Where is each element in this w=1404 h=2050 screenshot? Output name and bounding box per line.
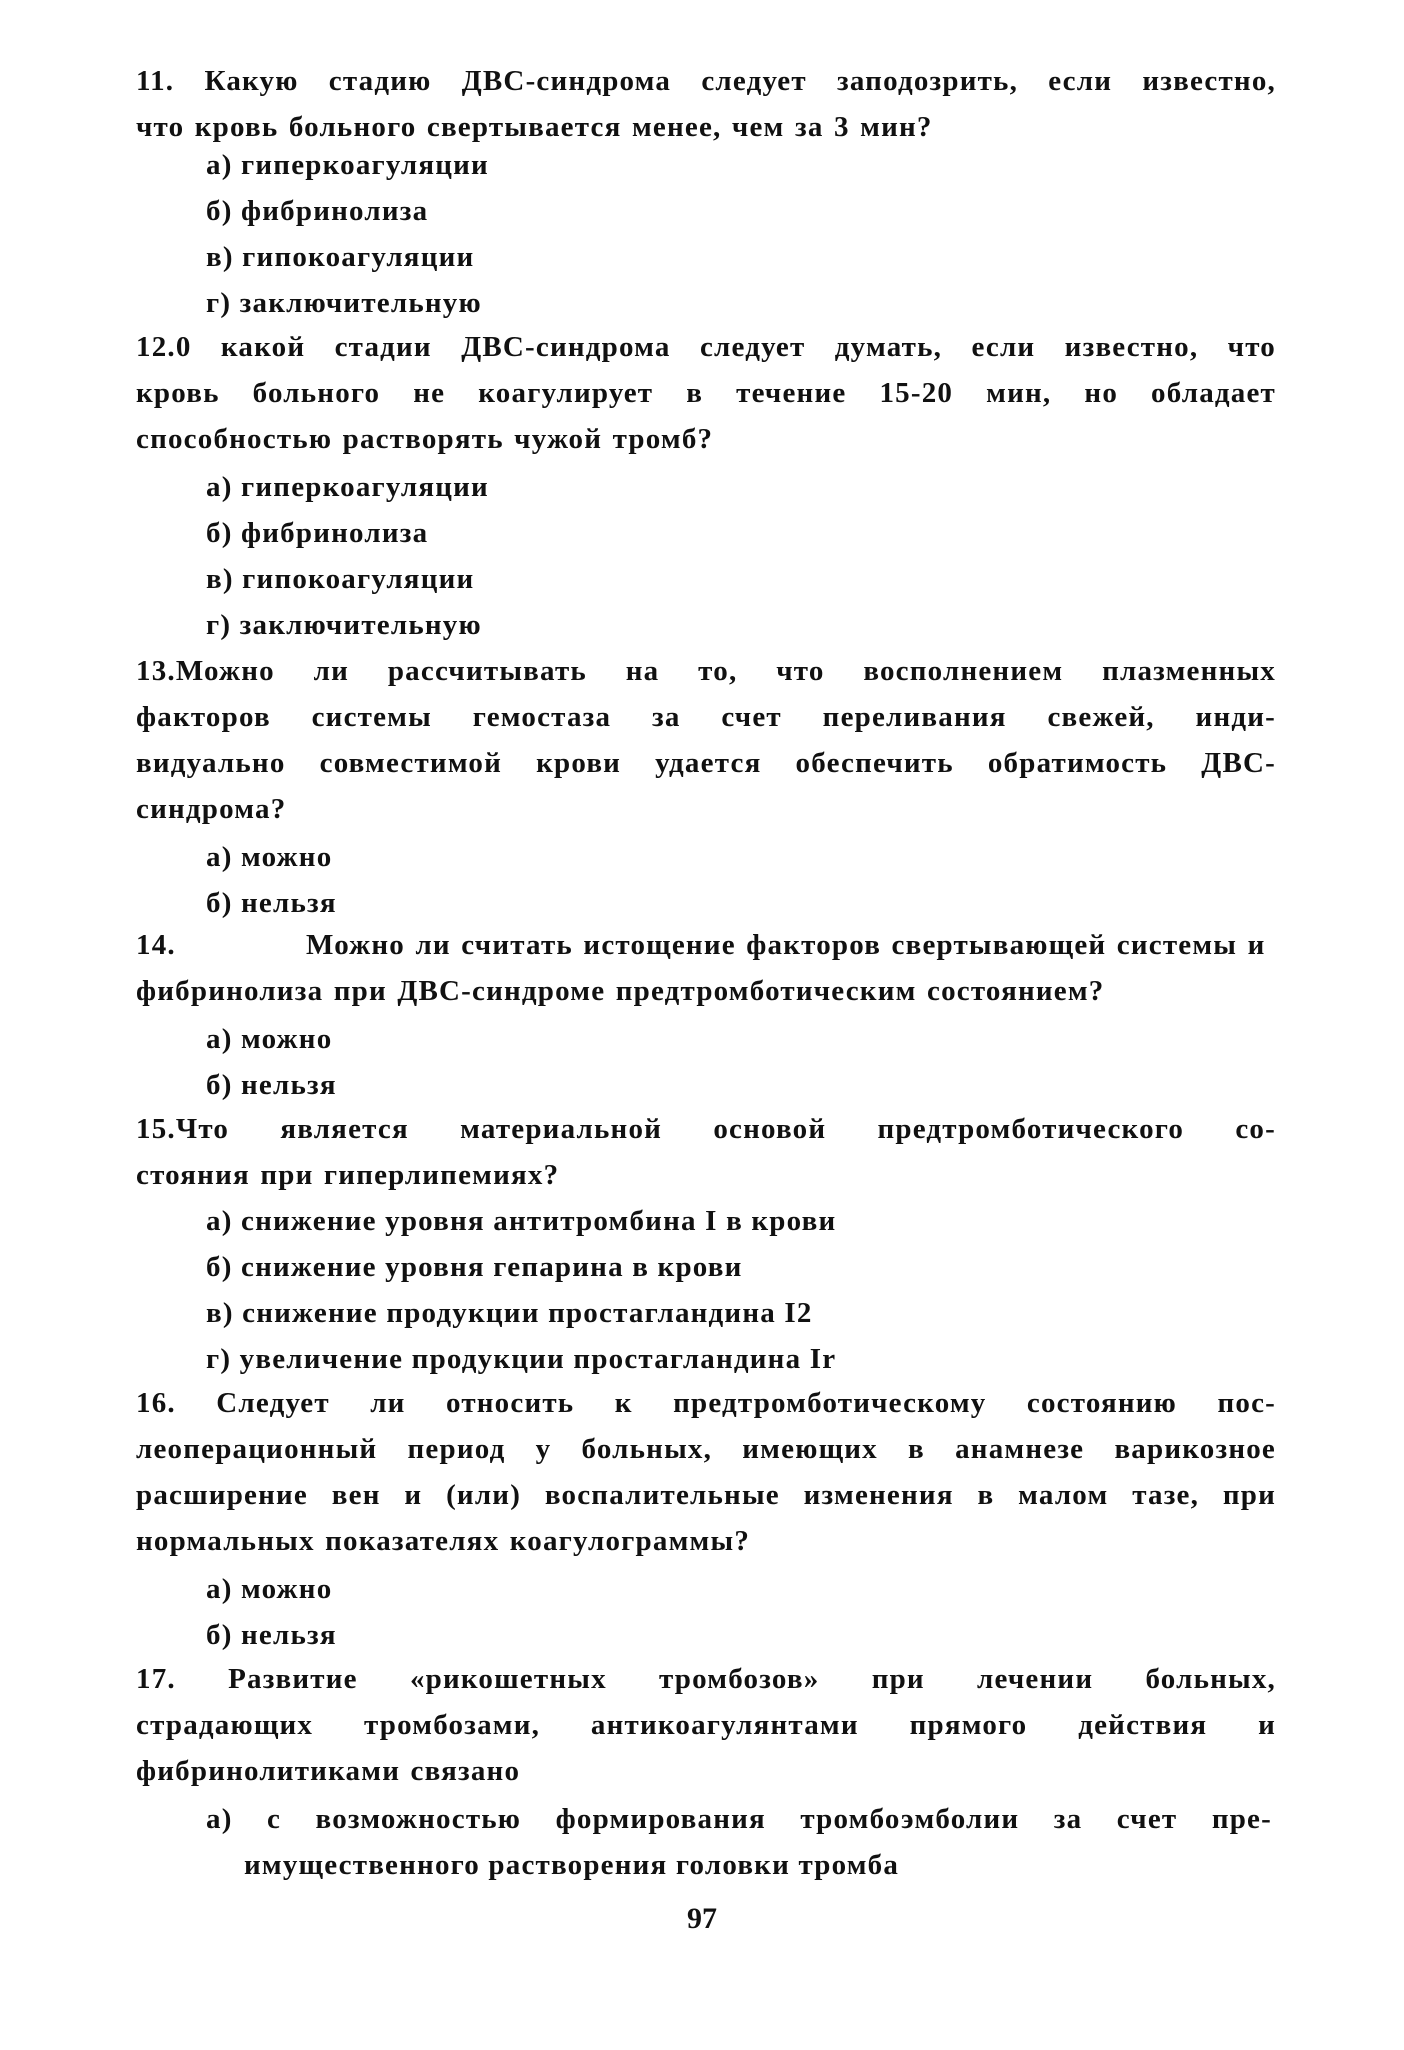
question-13 xyxy=(136,648,1276,832)
question-15-line-2: стояния при гиперлипемиях? xyxy=(136,1159,560,1191)
question-16-line-3: расширение вен и (или) воспалительные изменения в малом тазе, при xyxy=(136,1479,1276,1511)
question-17 xyxy=(136,1656,1276,1794)
question-16 xyxy=(136,1380,1276,1564)
question-16-line-4: нормальных показателях коагулограммы? xyxy=(136,1525,751,1557)
question-11-option-d: г) заключительную xyxy=(206,287,482,319)
question-17-option-a-line-2: имущественного растворения головки тромба xyxy=(244,1849,900,1881)
question-15 xyxy=(136,1106,1276,1198)
question-13-option-b: б) нельзя xyxy=(206,887,337,919)
question-17-line-2: страдающих тромбозами, антикоагулянтами прямого действия и xyxy=(136,1709,1276,1741)
question-13-line-4: синдрома? xyxy=(136,793,287,825)
question-16-option-a: а) можно xyxy=(206,1573,333,1605)
question-17-line-3: фибринолитиками связано xyxy=(136,1755,521,1787)
question-15-option-b: б) снижение уровня гепарина в крови xyxy=(206,1251,743,1283)
question-12 xyxy=(136,324,1276,462)
question-12-line-1: 12.0 какой стадии ДВС-синдрома следует думать, если известно, что xyxy=(136,331,1276,363)
question-16-line-1: 16. Следует ли относить к предтромботическому состоянию пос- xyxy=(136,1387,1276,1419)
question-15-line-1: 15.Что является материальной основой предтромботического со- xyxy=(136,1113,1276,1145)
question-11 xyxy=(136,58,1276,150)
question-15-option-a: а) снижение уровня антитромбина I в крови xyxy=(206,1205,837,1237)
question-14 xyxy=(136,922,1378,1014)
question-17-option-a xyxy=(206,1796,1272,1888)
question-16-line-2: леоперационный период у больных, имеющих в анамнезе варикозное xyxy=(136,1433,1276,1465)
question-13-line-1: 13.Можно ли рассчитывать на то, что восполнением плазменных xyxy=(136,655,1276,687)
question-14-option-a: а) можно xyxy=(206,1023,333,1055)
question-15-option-d: г) увеличение продукции простагландина Ir xyxy=(206,1343,837,1375)
question-11-line-1: 11. Какую стадию ДВС-синдрома следует заподозрить, если известно, xyxy=(136,65,1276,97)
question-11-option-b: б) фибринолиза xyxy=(206,195,429,227)
question-16-option-b: б) нельзя xyxy=(206,1619,337,1651)
question-14-line-1-text: Можно ли считать истощение факторов свертывающей системы и xyxy=(306,929,1266,961)
question-11-option-a: а) гиперкоагуляции xyxy=(206,149,489,181)
question-12-line-3: способностью растворять чужой тромб? xyxy=(136,423,714,455)
question-12-option-b: б) фибринолиза xyxy=(206,517,429,549)
question-15-option-c: в) снижение продукции простагландина I2 xyxy=(206,1297,813,1329)
question-14-line-1 xyxy=(136,922,1378,968)
question-12-option-a: а) гиперкоагуляции xyxy=(206,471,489,503)
question-14-line-2: фибринолиза при ДВС-синдроме предтромботическим состоянием? xyxy=(136,975,1105,1007)
question-11-line-2: что кровь больного свертывается менее, чем за 3 мин? xyxy=(136,111,933,143)
question-12-option-c: в) гипокоагуляции xyxy=(206,563,475,595)
question-17-line-1: 17. Развитие «рикошетных тромбозов» при лечении больных, xyxy=(136,1663,1276,1695)
question-13-line-2: факторов системы гемостаза за счет переливания свежей, инди- xyxy=(136,701,1276,733)
question-11-option-c: в) гипокоагуляции xyxy=(206,241,475,273)
question-12-line-2: кровь больного не коагулирует в течение 15-20 мин, но обладает xyxy=(136,377,1276,409)
question-17-option-a-line-1: а) с возможностью формирования тромбоэмболии за счет пре- xyxy=(206,1803,1272,1835)
question-12-option-d: г) заключительную xyxy=(206,609,482,641)
question-14-option-b: б) нельзя xyxy=(206,1069,337,1101)
question-13-option-a: а) можно xyxy=(206,841,333,873)
question-14-number: 14. xyxy=(136,929,176,961)
question-13-line-3: видуально совместимой крови удается обеспечить обратимость ДВС- xyxy=(136,747,1276,779)
page-number: 97 xyxy=(687,1902,717,1935)
